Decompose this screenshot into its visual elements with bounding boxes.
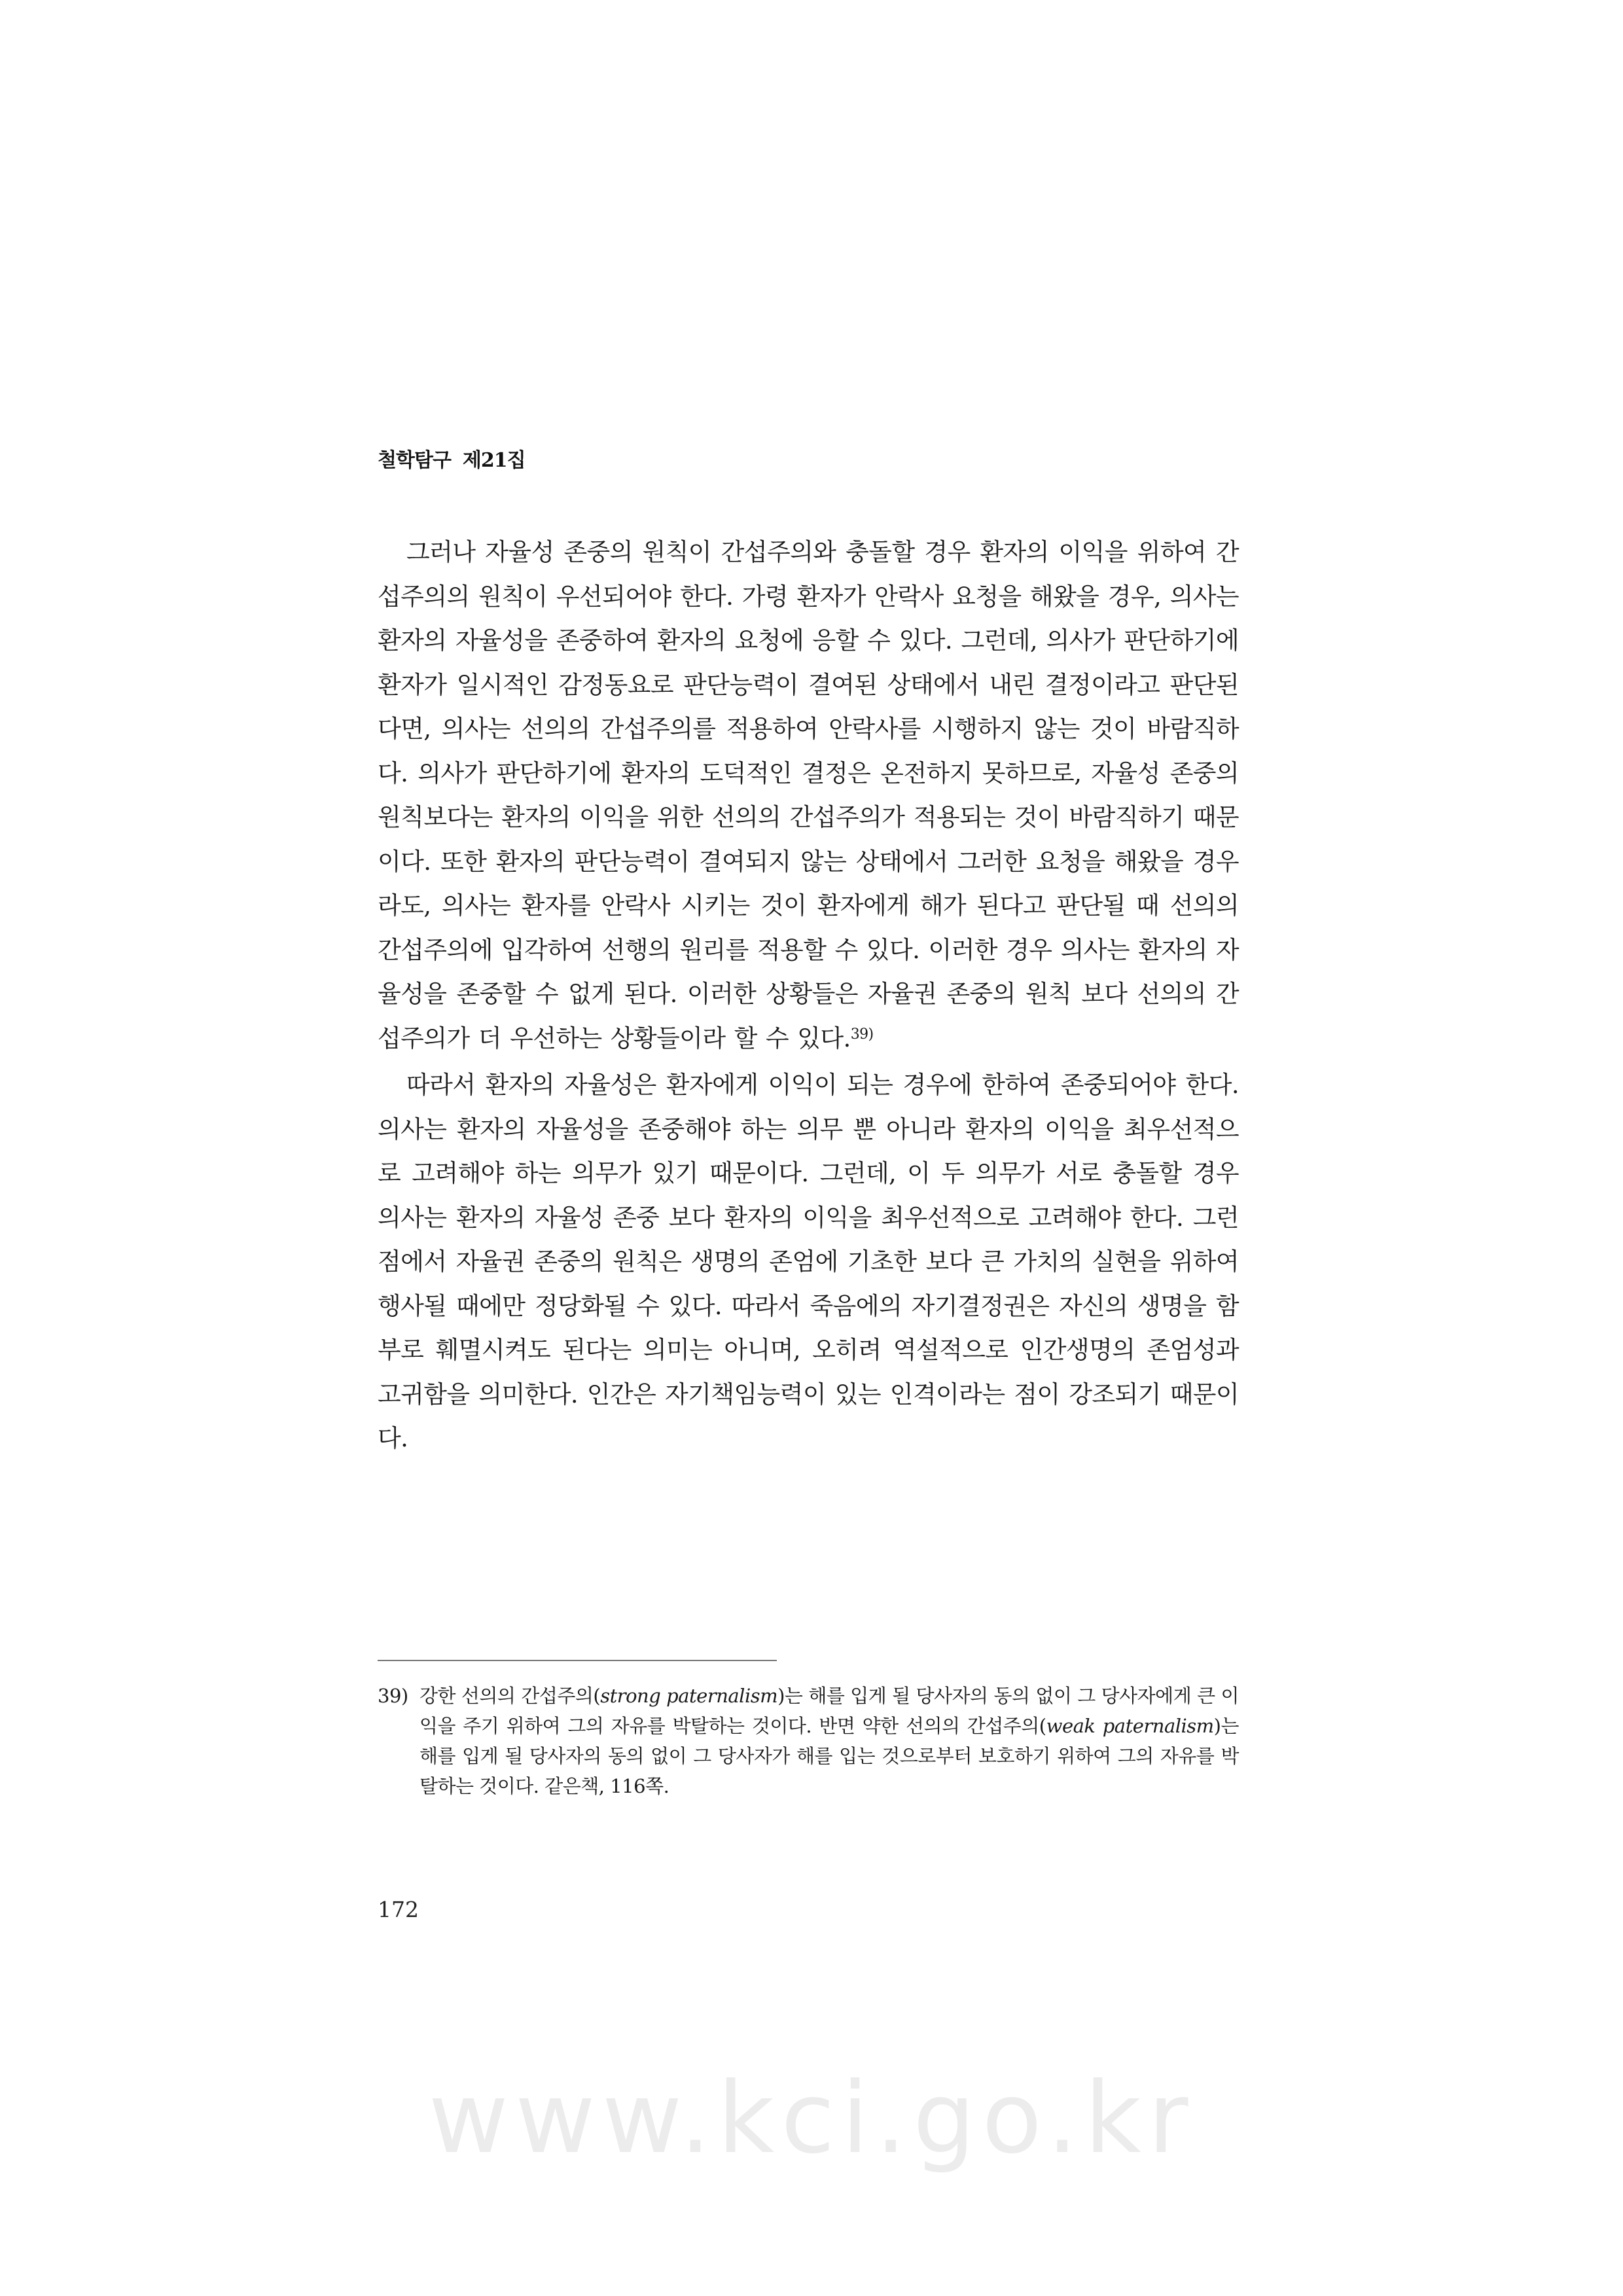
journal-title: 철학탐구 — [378, 449, 451, 472]
paragraph — [378, 1063, 1239, 1461]
page-number: 172 — [378, 1897, 419, 1922]
footnote-divider — [378, 1660, 777, 1661]
paragraph-text: 따라서 환자의 자율성은 환자에게 이익이 되는 경우에 한하여 존중되어야 한다. 의사는 환자의 자율성을 존중해야 하는 의무 뿐 아니라 환자의 이익을 최우선적으로 고려해야 하는 의무가 있기 때문이다. 그런데, 이 두 의무가 서로 충돌할 경우 의사는 환자의 자율성 존중 보다 환자의 이익을 최우선적으로 고려해야 한다. 그런 점에서 자율권 존중의 원칙은 생명의 존엄에 기초한 보다 큰 가치의 실현을 위하여 행사될 때에만 정당화될 수 있다. 따라서 죽음에의 자기결정권은 자신의 생명을 함부로 훼멸시켜도 된다는 의미는 아니며, 오히려 역설적으로 인간생명의 존엄성과 고귀함을 의미한다. 인간은 자기책임능력이 있는 인격이라는 점이 강조되기 때문이다. — [378, 1071, 1239, 1452]
volume-label: 제21집 — [462, 449, 526, 472]
body-text — [378, 530, 1239, 1461]
footnote-text-part: 강한 선의의 간섭주의( — [419, 1685, 601, 1707]
footnote-text-part: )는 해를 입게 될 당사자의 동의 없이 그 당사자가 해를 입는 것으로부터 보호하기 위하여 그의 자유를 박탈하는 것이다. 같은책, 116쪽. — [419, 1715, 1239, 1797]
footnote-text-part: )는 해를 입게 될 당사자의 동의 없이 그 당사자에게 큰 이익을 주기 위하여 그의 자유를 박탈하는 것이다. 반면 약한 선의의 간섭주의( — [419, 1685, 1239, 1737]
footnote-reference[interactable]: 39) — [850, 1026, 874, 1043]
paragraph — [378, 530, 1239, 1060]
footnote-text — [419, 1681, 1239, 1801]
footnote-number: 39) — [378, 1685, 408, 1707]
paragraph-text: 그러나 자율성 존중의 원칙이 간섭주의와 충돌할 경우 환자의 이익을 위하여 간섭주의의 원칙이 우선되어야 한다. 가령 환자가 안락사 요청을 해왔을 경우, 의사는 환자의 자율성을 존중하여 환자의 요청에 응할 수 있다. 그런데, 의사가 판단하기에 환자가 일시적인 감정동요로 판단능력이 결여된 상태에서 내린 결정이라고 판단된다면, 의사는 선의의 간섭주의를 적용하여 안락사를 시행하지 않는 것이 바람직하다. 의사가 판단하기에 환자의 도덕적인 결정은 온전하지 못하므로, 자율성 존중의 원칙보다는 환자의 이익을 위한 선의의 간섭주의가 적용되는 것이 바람직하기 때문이다. 또한 환자의 판단능력이 결여되지 않는 상태에서 그러한 요청을 해왔을 경우라도, 의사는 환자를 안락사 시키는 것이 환자에게 해가 된다고 판단될 때 선의의 간섭주의에 입각하여 선행의 원리를 적용할 수 있다. 이러한 경우 의사는 환자의 자율성을 존중할 수 없게 된다. 이러한 상황들은 자율권 존중의 원칙 보다 선의의 간섭주의가 더 우선하는 상황들이라 할 수 있다. — [378, 538, 1239, 1052]
running-head — [378, 444, 526, 473]
footnote-term: strong paternalism — [600, 1685, 778, 1707]
footnote-term: weak paternalism — [1046, 1715, 1214, 1737]
footnote — [378, 1681, 1239, 1801]
watermark: www.kci.go.kr — [428, 2062, 1195, 2176]
